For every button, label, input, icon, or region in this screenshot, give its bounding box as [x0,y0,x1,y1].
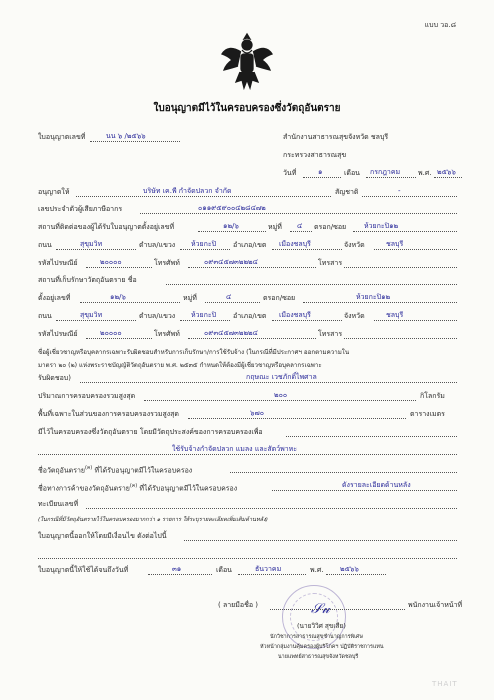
storage-name-label: สถานที่เก็บรักษาวัตถุอันตราย ชื่อ [38,276,137,284]
area-unit: ตารางเมตร [410,410,445,418]
trade-name-sup: (ค) [129,483,138,489]
addr1-road: สุขุมวิท [80,240,103,248]
date-month: กรกฎาคม [370,168,401,176]
addr1-label: สถานที่ติดต่อของผู้ได้รับใบอนุญาตตั้งอยู่เลขที่ [38,223,175,231]
addr2-postal: ๒๐๐๐๐ [100,329,122,337]
addr1-soi: ห้วยกะปิ๑๒ [364,222,399,230]
valid-day: ๓๑ [172,565,182,573]
addr2-road-label: ถนน [38,312,52,320]
area-label: พื้นที่เฉพาะในส่วนของการครอบครองรวมสูงสุด [38,410,179,418]
garuda-emblem-icon [218,30,276,92]
valid-label: ใบอนุญาตนี้ให้ใช้ได้จนถึงวันที่ [38,566,129,574]
nationality-label: สัญชาติ [335,188,359,196]
addr2-phone: ๐๙๓๔๕๗๓๒๒๒๔ [204,329,258,337]
footnote: (ในกรณีที่มีวัตถุอันตรายไว้ในครอบครองมากกว่า ๑ รายการ ให้ระบุรายละเอียดเพิ่มเติมด้านหลัง) [38,517,268,523]
valid-year-label: พ.ศ. [310,566,324,574]
valid-year: ๒๕๖๖ [340,565,359,573]
addr1-road-label: ถนน [38,241,52,249]
addr2-district: เมืองชลบุรี [279,311,311,319]
addr1-phone-label: โทรศัพท์ [154,259,180,267]
taxid-label: เลขประจำตัวผู้เสียภาษีอากร [38,205,123,213]
taxid-value: ๐๑๑๙๕๙๐๐๔๒๘๔๗๒ [198,204,266,212]
addr1-soi-label: ตรอก/ซอย [314,223,347,231]
area-value: ๖๗๐ [250,409,264,417]
addr2-province-label: จังหวัด [344,312,365,320]
addr1-moo: ๔ [297,222,303,230]
capacity-value: ๒๐๐ [274,391,288,399]
addr1-phone: ๐๙๓๔๕๗๓๒๒๒๔ [204,258,258,266]
date-label: วันที่ [283,169,297,177]
capacity-label: ปริมาณการครอบครองรวมสูงสุด [38,392,136,400]
office-line2: กระทรวงสาธารณสุข [283,151,347,159]
signer-title-3: นายแพทย์สาธารณสุขจังหวัดชลบุรี [278,654,359,660]
watermark: THAIT [432,680,458,688]
document-title: ใบอนุญาตมีไว้ในครอบครองซึ่งวัตถุอันตราย [153,103,341,114]
addr1-fax-label: โทรสาร [318,259,343,267]
signature-label: ( ลายมือชื่อ ) [218,601,259,609]
year-label: พ.ศ. [418,169,432,177]
addr1-province-label: จังหวัด [344,241,365,249]
addr2-no: ๑๒/๖ [110,293,126,301]
addr2-postal-label: รหัสไปรษณีย์ [38,330,78,338]
addr2-province: ชลบุรี [386,311,404,319]
addr1-moo-label: หมู่ที่ [268,223,282,231]
expert-line2: มาตรา ๒๐ (๒) แห่งพระราชบัญญัติวัตถุอันตราย พ.ศ. ๒๕๓๕ กำหนดให้ต้องมีผู้เชี่ยวชาญหรือบุคลากรเฉพาะ [38,362,322,369]
addr2-soi-label: ตรอก/ซอย [263,294,296,302]
addr2-phone-label: โทรศัพท์ [154,330,180,338]
addr2-road: สุขุมวิท [80,311,103,319]
addr1-no: ๑๒/๖ [223,222,239,230]
officer-label: พนักงานเจ้าหน้าที่ [408,601,463,609]
date-year: ๒๕๖๖ [437,168,456,176]
addr2-district-label: อำเภอ/เขต [233,312,267,320]
trade-name-value: ดังรายละเอียดด้านหลัง [342,481,411,489]
addr1-province: ชลบุรี [386,240,404,248]
purpose-label: มีไว้ในครอบครองซึ่งวัตถุอันตราย โดยมีวัตถุประสงค์ของการครอบครองเพื่อ [38,428,263,436]
month-label: เดือน [344,169,360,177]
grantee-value: บริษัท เค.พี กำจัดปลวก จำกัด [143,187,232,195]
addr1-district: เมืองชลบุรี [279,240,311,248]
addr2-subdistrict-label: ตำบล/แขวง [139,312,176,320]
valid-month: ธันวาคม [255,565,282,573]
condition-label: ใบอนุญาตนี้ออกให้โดยมีเงื่อนไข ดังต่อไปนี้ [38,532,167,540]
expert-name: กฤษณะ เวชภักดิ์ไพศาล [246,373,317,381]
office-line1: สำนักงานสาธารณสุขจังหวัด ชลบุรี [283,133,389,141]
signer-title-2: หัวหน้ากลุ่มงานคุ้มครองผู้บริโภคฯ ปฏิบัติราชการแทน [260,644,384,650]
reg-no-label: ทะเบียนเลขที่ [38,500,79,508]
grantee-label: อนุญาตให้ [38,188,70,196]
addr2-moo: ๔ [226,293,232,301]
form-code: แบบ วอ.๘ [424,21,456,29]
valid-month-label: เดือน [216,566,232,574]
addr1-postal: ๒๐๐๐๐ [100,258,122,266]
signer-name: (นายวิวิศ สุขเสีย) [297,622,346,630]
addr2-soi: ห้วยกะปิ๑๒ [356,293,391,301]
addr1-subdistrict: ห้วยกะปิ [191,240,217,248]
purpose-value: ใช้รับจ้างกำจัดปลวก แมลง และสัตว์พาหะ [172,445,298,453]
addr2-fax-label: โทรสาร [318,330,343,338]
trade-name-label: ชื่อทางการค้าของวัตถุอันตราย$^{(ค)}$ ที่ได้รับอนุญาตมีไว้ในครอบครอง [38,483,238,493]
addr2-moo-label: หมู่ที่ [183,294,197,302]
addr1-district-label: อำเภอ/เขต [233,241,267,249]
addr1-postal-label: รหัสไปรษณีย์ [38,259,78,267]
expert-line3-label: รับผิดชอบ) [38,374,71,382]
addr1-subdistrict-label: ตำบล/แขวง [139,241,176,249]
signer-title-1: นักวิชาการสาธารณสุขชำนาญการพิเศษ [270,634,363,640]
capacity-unit: กิโลกรัม [420,392,445,400]
license-no-value: นน ๖ /๒๕๖๖ [106,132,146,140]
license-no-label: ใบอนุญาตเลขที่ [38,133,86,141]
expert-line1: ชื่อผู้เชี่ยวชาญหรือบุคลากรเฉพาะรับผิดชอบสำหรับการเก็บรักษา/การใช้รับจ้าง (ในกรณีที่มีประกาศฯ ออกตามความใน [38,349,350,356]
chem-name-label: ชื่อวัตถุอันตราย$^{(ค)}$ ที่ได้รับอนุญาตมีไว้ในครอบครอง [38,465,193,475]
chem-name-sup: (ค) [85,465,93,471]
officer-signature: 𝒮𝓊 [311,601,330,617]
addr2-located-label: ตั้งอยู่เลขที่ [38,294,71,302]
addr2-subdistrict: ห้วยกะปิ [191,311,217,319]
nationality-value: - [398,187,401,195]
date-day: ๑ [318,168,323,176]
